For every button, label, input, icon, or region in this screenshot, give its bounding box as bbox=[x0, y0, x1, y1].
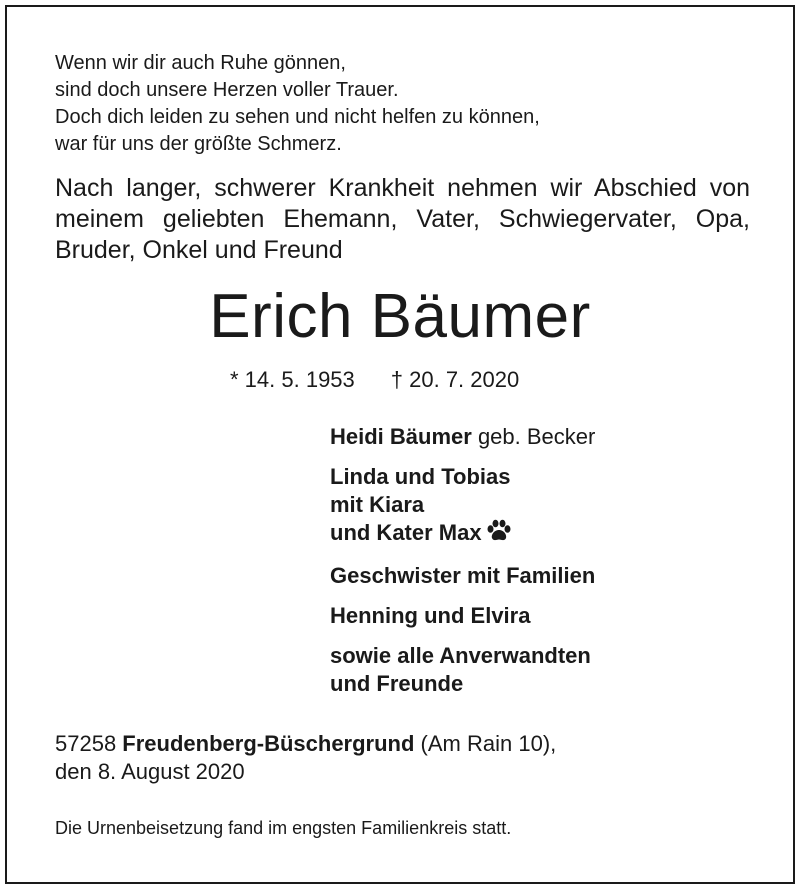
burial-note: Die Urnenbeisetzung fand im engsten Familienkreis statt. bbox=[55, 818, 512, 838]
intro-line: meinem geliebten Ehemann, Vater, Schwiegervater, Opa, bbox=[55, 205, 750, 233]
intro-line: Bruder, Onkel und Freund bbox=[55, 236, 343, 264]
mourner-line: und Freunde bbox=[330, 671, 464, 696]
death-date: † 20. 7. 2020 bbox=[390, 367, 520, 392]
poem-line: sind doch unsere Herzen voller Trauer. bbox=[55, 79, 399, 101]
poem bbox=[55, 50, 540, 158]
mourner-group-siblings bbox=[330, 562, 595, 590]
poem-line: Doch dich leiden zu sehen und nicht helfen zu können, bbox=[55, 106, 540, 128]
paw-icon bbox=[486, 519, 512, 550]
zip-code: 57258 bbox=[55, 731, 123, 756]
mourner-line: und Kater Max bbox=[330, 520, 482, 545]
birth-date: * 14. 5. 1953 bbox=[230, 367, 355, 392]
mourner-group-henning bbox=[330, 602, 595, 630]
poem-line: war für uns der größte Schmerz. bbox=[55, 133, 342, 155]
address bbox=[55, 730, 556, 786]
mourner-line: sowie alle Anverwandten bbox=[330, 643, 591, 668]
mourner-group-relatives bbox=[330, 642, 595, 698]
mourner-group-spouse bbox=[330, 423, 595, 451]
mourner-line: Henning und Elvira bbox=[330, 603, 531, 628]
mourners-list bbox=[330, 423, 595, 710]
life-dates bbox=[230, 366, 519, 394]
mourner-line: mit Kiara bbox=[330, 492, 425, 517]
town: Freudenberg-Büschergrund bbox=[122, 731, 415, 756]
intro-line: Nach langer, schwerer Krankheit nehmen wir Abschied von bbox=[55, 174, 750, 202]
street: (Am Rain 10), bbox=[414, 731, 557, 756]
date-line: den 8. August 2020 bbox=[55, 759, 245, 784]
spouse-name: Heidi Bäumer bbox=[330, 424, 472, 449]
spouse-maiden-name: geb. Becker bbox=[471, 424, 596, 449]
poem-line: Wenn wir dir auch Ruhe gönnen, bbox=[55, 52, 346, 74]
mourner-line: Geschwister mit Familien bbox=[330, 563, 596, 588]
intro-text bbox=[55, 173, 750, 266]
mourner-line: Linda und Tobias bbox=[330, 464, 511, 489]
deceased-name: Erich Bäumer bbox=[209, 282, 591, 351]
mourner-group-children bbox=[330, 463, 595, 550]
